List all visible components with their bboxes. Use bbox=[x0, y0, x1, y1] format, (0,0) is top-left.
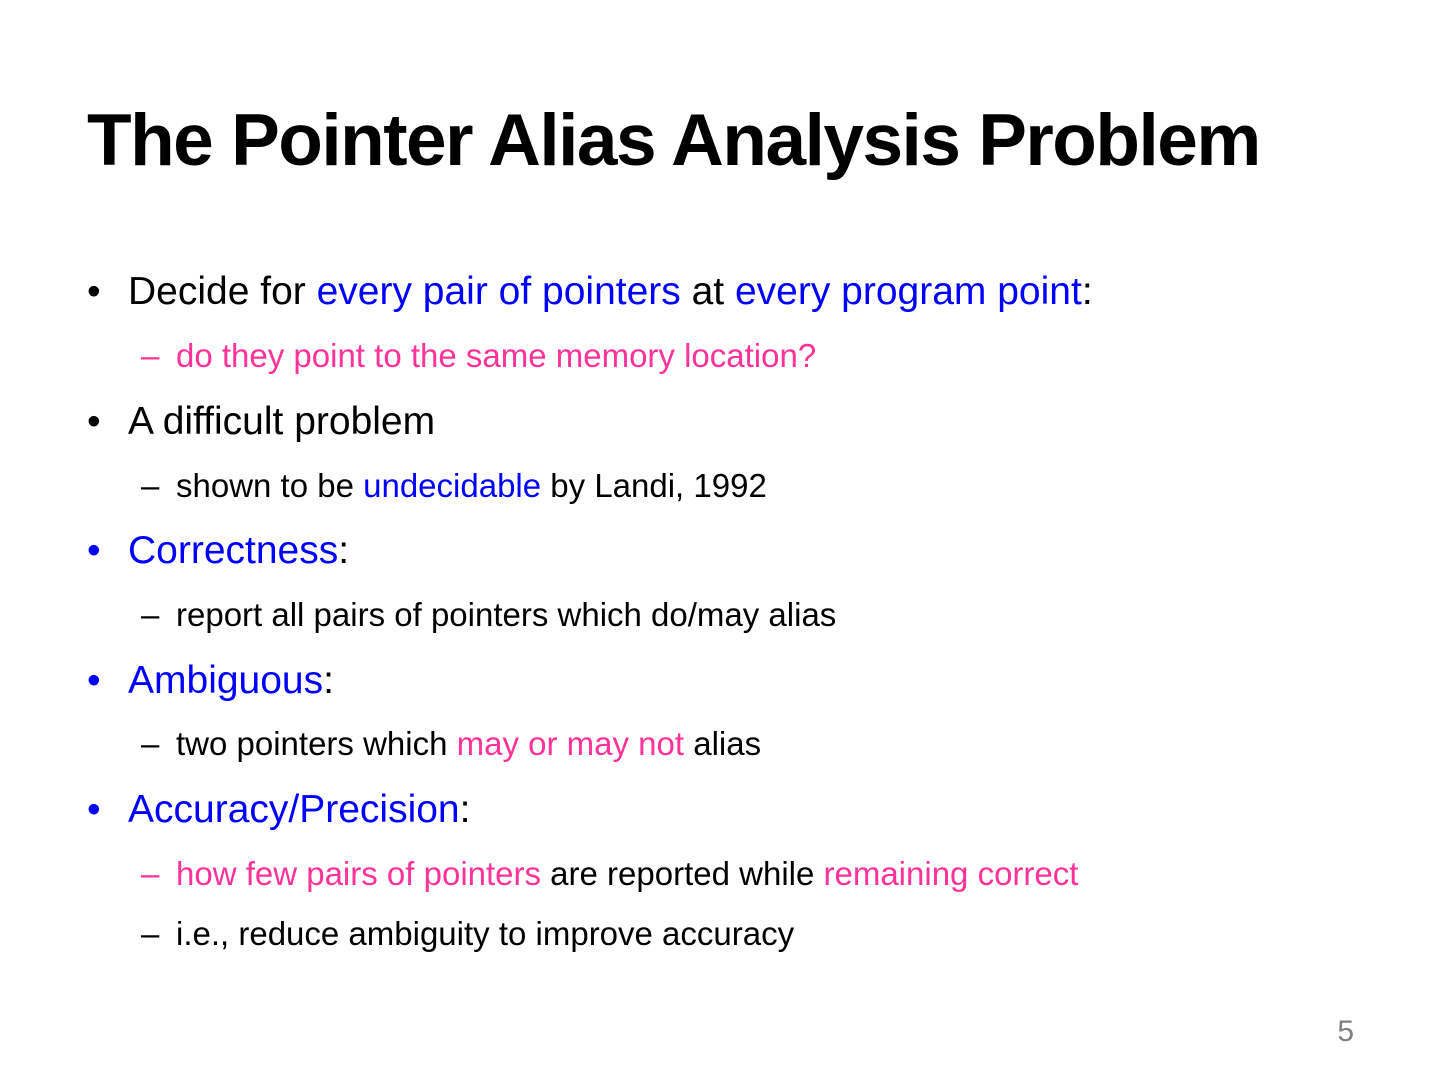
bullet-item bbox=[87, 525, 349, 577]
bullet-text: : bbox=[338, 529, 350, 572]
sub-bullet-item bbox=[141, 852, 1078, 896]
bullet-text: : bbox=[1081, 270, 1093, 313]
sub-bullet-text: by Landi, 1992 bbox=[541, 467, 767, 504]
sub-bullet-text: shown to be bbox=[176, 467, 364, 504]
sub-bullet-text: are reported while bbox=[541, 855, 824, 892]
sub-bullet-item bbox=[141, 912, 794, 956]
sub-bullet-text: alias bbox=[684, 725, 762, 762]
bullet-marker: • bbox=[87, 529, 101, 572]
highlight-text: remaining correct bbox=[823, 855, 1079, 892]
bullet-marker: • bbox=[87, 270, 101, 313]
sub-bullet-marker: – bbox=[141, 337, 160, 374]
highlight-text: every pair of pointers bbox=[316, 270, 681, 313]
sub-bullet-text: i.e., reduce ambiguity to improve accuracy bbox=[176, 915, 795, 952]
sub-bullet-item bbox=[141, 464, 767, 508]
sub-bullet-marker: – bbox=[141, 467, 160, 504]
bullet-marker: • bbox=[87, 788, 101, 831]
sub-bullet-text: two pointers which bbox=[176, 725, 457, 762]
slide-title: The Pointer Alias Analysis Problem bbox=[87, 100, 1260, 181]
sub-bullet-item bbox=[141, 593, 836, 637]
bullet-item bbox=[87, 784, 470, 836]
sub-bullet-item bbox=[141, 334, 816, 378]
highlight-text: may or may not bbox=[456, 725, 685, 762]
bullet-item bbox=[87, 655, 334, 707]
highlight-text: how few pairs of pointers bbox=[176, 855, 542, 892]
bullet-text: at bbox=[680, 270, 735, 313]
highlight-text: do they point to the same memory location? bbox=[176, 337, 817, 374]
highlight-text: Correctness bbox=[128, 529, 339, 572]
sub-bullet-marker: – bbox=[141, 915, 160, 952]
bullet-item bbox=[87, 266, 1093, 318]
sub-bullet-item bbox=[141, 722, 761, 766]
bullet-marker: • bbox=[87, 659, 101, 702]
bullet-item bbox=[87, 396, 435, 448]
page-number: 5 bbox=[1337, 1015, 1354, 1048]
sub-bullet-marker: – bbox=[141, 596, 160, 633]
bullet-text: : bbox=[459, 788, 471, 831]
sub-bullet-text: report all pairs of pointers which do/may alias bbox=[176, 596, 837, 633]
bullet-marker: • bbox=[87, 400, 101, 443]
bullet-text: Decide for bbox=[128, 270, 317, 313]
highlight-text: Ambiguous bbox=[128, 659, 324, 702]
highlight-text: undecidable bbox=[363, 467, 542, 504]
highlight-text: Accuracy/Precision bbox=[128, 788, 460, 831]
sub-bullet-marker: – bbox=[141, 855, 160, 892]
highlight-text: every program point bbox=[734, 270, 1082, 313]
bullet-text: : bbox=[323, 659, 334, 702]
bullet-text: A difficult problem bbox=[128, 400, 436, 443]
sub-bullet-marker: – bbox=[141, 725, 160, 762]
